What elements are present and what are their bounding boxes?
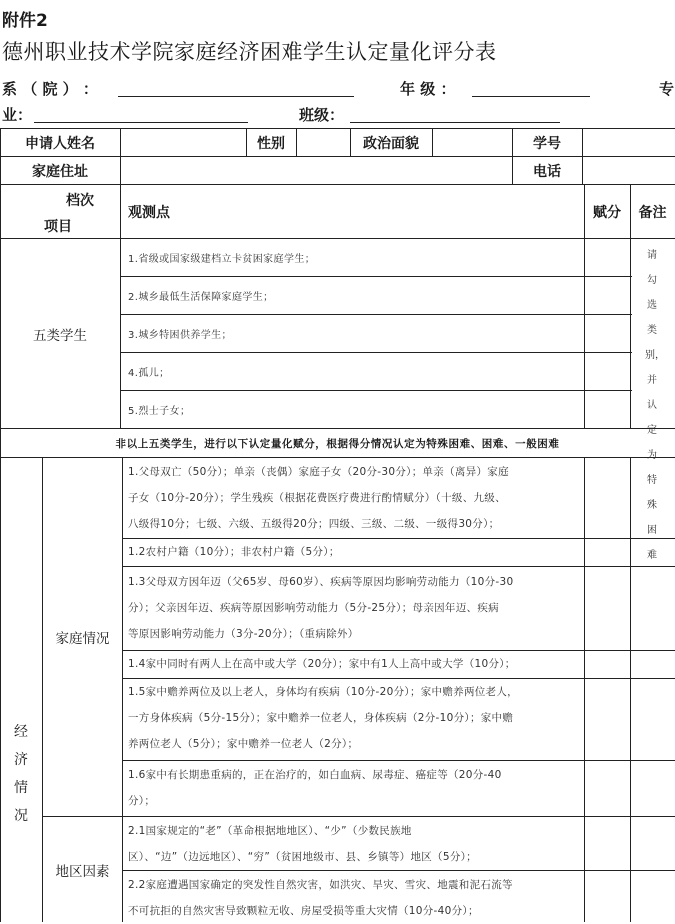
applicant-name-label: 申请人姓名 (25, 135, 95, 152)
political-status-field[interactable] (433, 129, 512, 156)
economic-condition-label: 经济情况 (14, 724, 28, 824)
item-header: 项目 (44, 219, 72, 235)
five-type-item: 5.烈士子女； (128, 406, 191, 417)
home-address-field[interactable] (121, 157, 512, 184)
major-field[interactable] (34, 122, 248, 123)
family-item-1-5: 1.5家中赡养两位及以上老人，身体均有疾病（10分-20分）；家中赡养两位老人， 一方身体疾病（5分-15分）；家中赡养一位老人，身体疾病（2分-10分）；家中赡 养两位老人（5分）；家中赡养一位老人（2分）； (128, 686, 518, 750)
family-score-cell[interactable] (585, 651, 630, 678)
region-score-cell[interactable] (585, 871, 630, 922)
quantification-instruction: 非以上五类学生，进行以下认定量化赋分，根据得分情况认定为特殊困难、困难、一般困难 (115, 437, 560, 450)
region-item-2-2: 2.2家庭遭遇国家确定的突发性自然灾害，如洪灾、旱灾、雪灾、地震和泥石流等 不可抗拒的自然灾害导致颗粒无收、房屋受损等重大灾情（10分-40分）； (128, 879, 513, 917)
grade-label: 年 级 ： (400, 80, 456, 98)
phone-label: 电话 (533, 163, 561, 180)
five-type-item: 1.省级或国家级建档立卡贫困家庭学生； (128, 254, 316, 265)
five-type-item: 3.城乡特困供养学生； (128, 330, 232, 341)
attachment-label: 附件2 (2, 11, 48, 31)
gender-field[interactable] (297, 129, 350, 156)
remark-header: 备注 (638, 204, 667, 221)
major-label-part2: 业： (2, 106, 33, 124)
five-types-remark: 请勾选类别，并认定为特殊困难 (645, 250, 665, 561)
family-score-cell[interactable] (585, 539, 630, 566)
family-item-1-6: 1.6家中有长期患重病的，正在治疗的，如白血病、尿毒症、癌症等（20分-40 分）； (128, 769, 502, 807)
family-score-cell[interactable] (585, 567, 630, 650)
home-address-label: 家庭住址 (32, 163, 88, 180)
student-id-field[interactable] (583, 129, 675, 156)
political-status-label: 政治面貌 (363, 135, 419, 152)
five-type-item: 4.孤儿； (128, 368, 170, 379)
department-label: 系 （ 院 ） ： (2, 80, 98, 98)
gender-label: 性别 (257, 135, 285, 152)
family-score-cell[interactable] (585, 761, 630, 816)
grade-field[interactable] (472, 96, 590, 97)
score-header: 赋分 (593, 204, 621, 221)
five-type-score-cell[interactable] (585, 315, 630, 352)
five-type-item: 2.城乡最低生活保障家庭学生； (128, 292, 274, 303)
regional-factors-label: 地区因素 (55, 863, 110, 880)
five-type-score-cell[interactable] (585, 239, 630, 276)
class-field[interactable] (350, 122, 560, 123)
region-score-cell[interactable] (585, 817, 630, 870)
five-type-score-cell[interactable] (585, 391, 630, 428)
phone-field[interactable] (583, 157, 675, 184)
student-id-label: 学号 (533, 135, 561, 152)
major-label-part1: 专 (659, 80, 675, 98)
class-label: 班级： (299, 106, 345, 124)
form-title: 德州职业技术学院家庭经济困难学生认定量化评分表 (2, 40, 497, 64)
applicant-name-field[interactable] (121, 129, 246, 156)
family-item-1-2: 1.2农村户籍（10分）；非农村户籍（5分）； (128, 546, 340, 558)
region-item-2-1: 2.1国家规定的“老”（革命根据地地区）、“少”（少数民族地 区）、“边”（边远地区）、“穷”（贫困地级市、县、乡镇等）地区（5分）； (128, 825, 477, 863)
family-item-1-1: 1.父母双亡（50分）；单亲（丧偶）家庭子女（20分-30分）；单亲（离异）家庭 子女（10分-20分）；学生残疾（根据花费医疗费进行酌情赋分）（十级、九级、 八级得10分；七级、六级、五级得20分；四级、三级、二级、一级得30分）； (128, 466, 509, 530)
family-item-1-3: 1.3父母双方因年迈（父65岁、母60岁）、疾病等原因均影响劳动能力（10分-30 分）；父亲因年迈、疾病等原因影响劳动能力（5分-25分）；母亲因年迈、疾病 等原因影响劳动能力（3分-20分）；（重病除外） (128, 576, 514, 640)
family-situation-label: 家庭情况 (55, 630, 110, 647)
family-item-1-4: 1.4家中同时有两人上在高中或大学（20分）；家中有1人上高中或大学（10分）； (128, 658, 516, 670)
department-field[interactable] (118, 96, 354, 97)
family-score-cell[interactable] (585, 458, 630, 538)
five-type-score-cell[interactable] (585, 277, 630, 314)
observation-header: 观测点 (128, 204, 170, 221)
level-header: 档次 (66, 193, 94, 209)
five-types-label: 五类学生 (33, 327, 87, 344)
five-type-score-cell[interactable] (585, 353, 630, 390)
family-score-cell[interactable] (585, 679, 630, 760)
